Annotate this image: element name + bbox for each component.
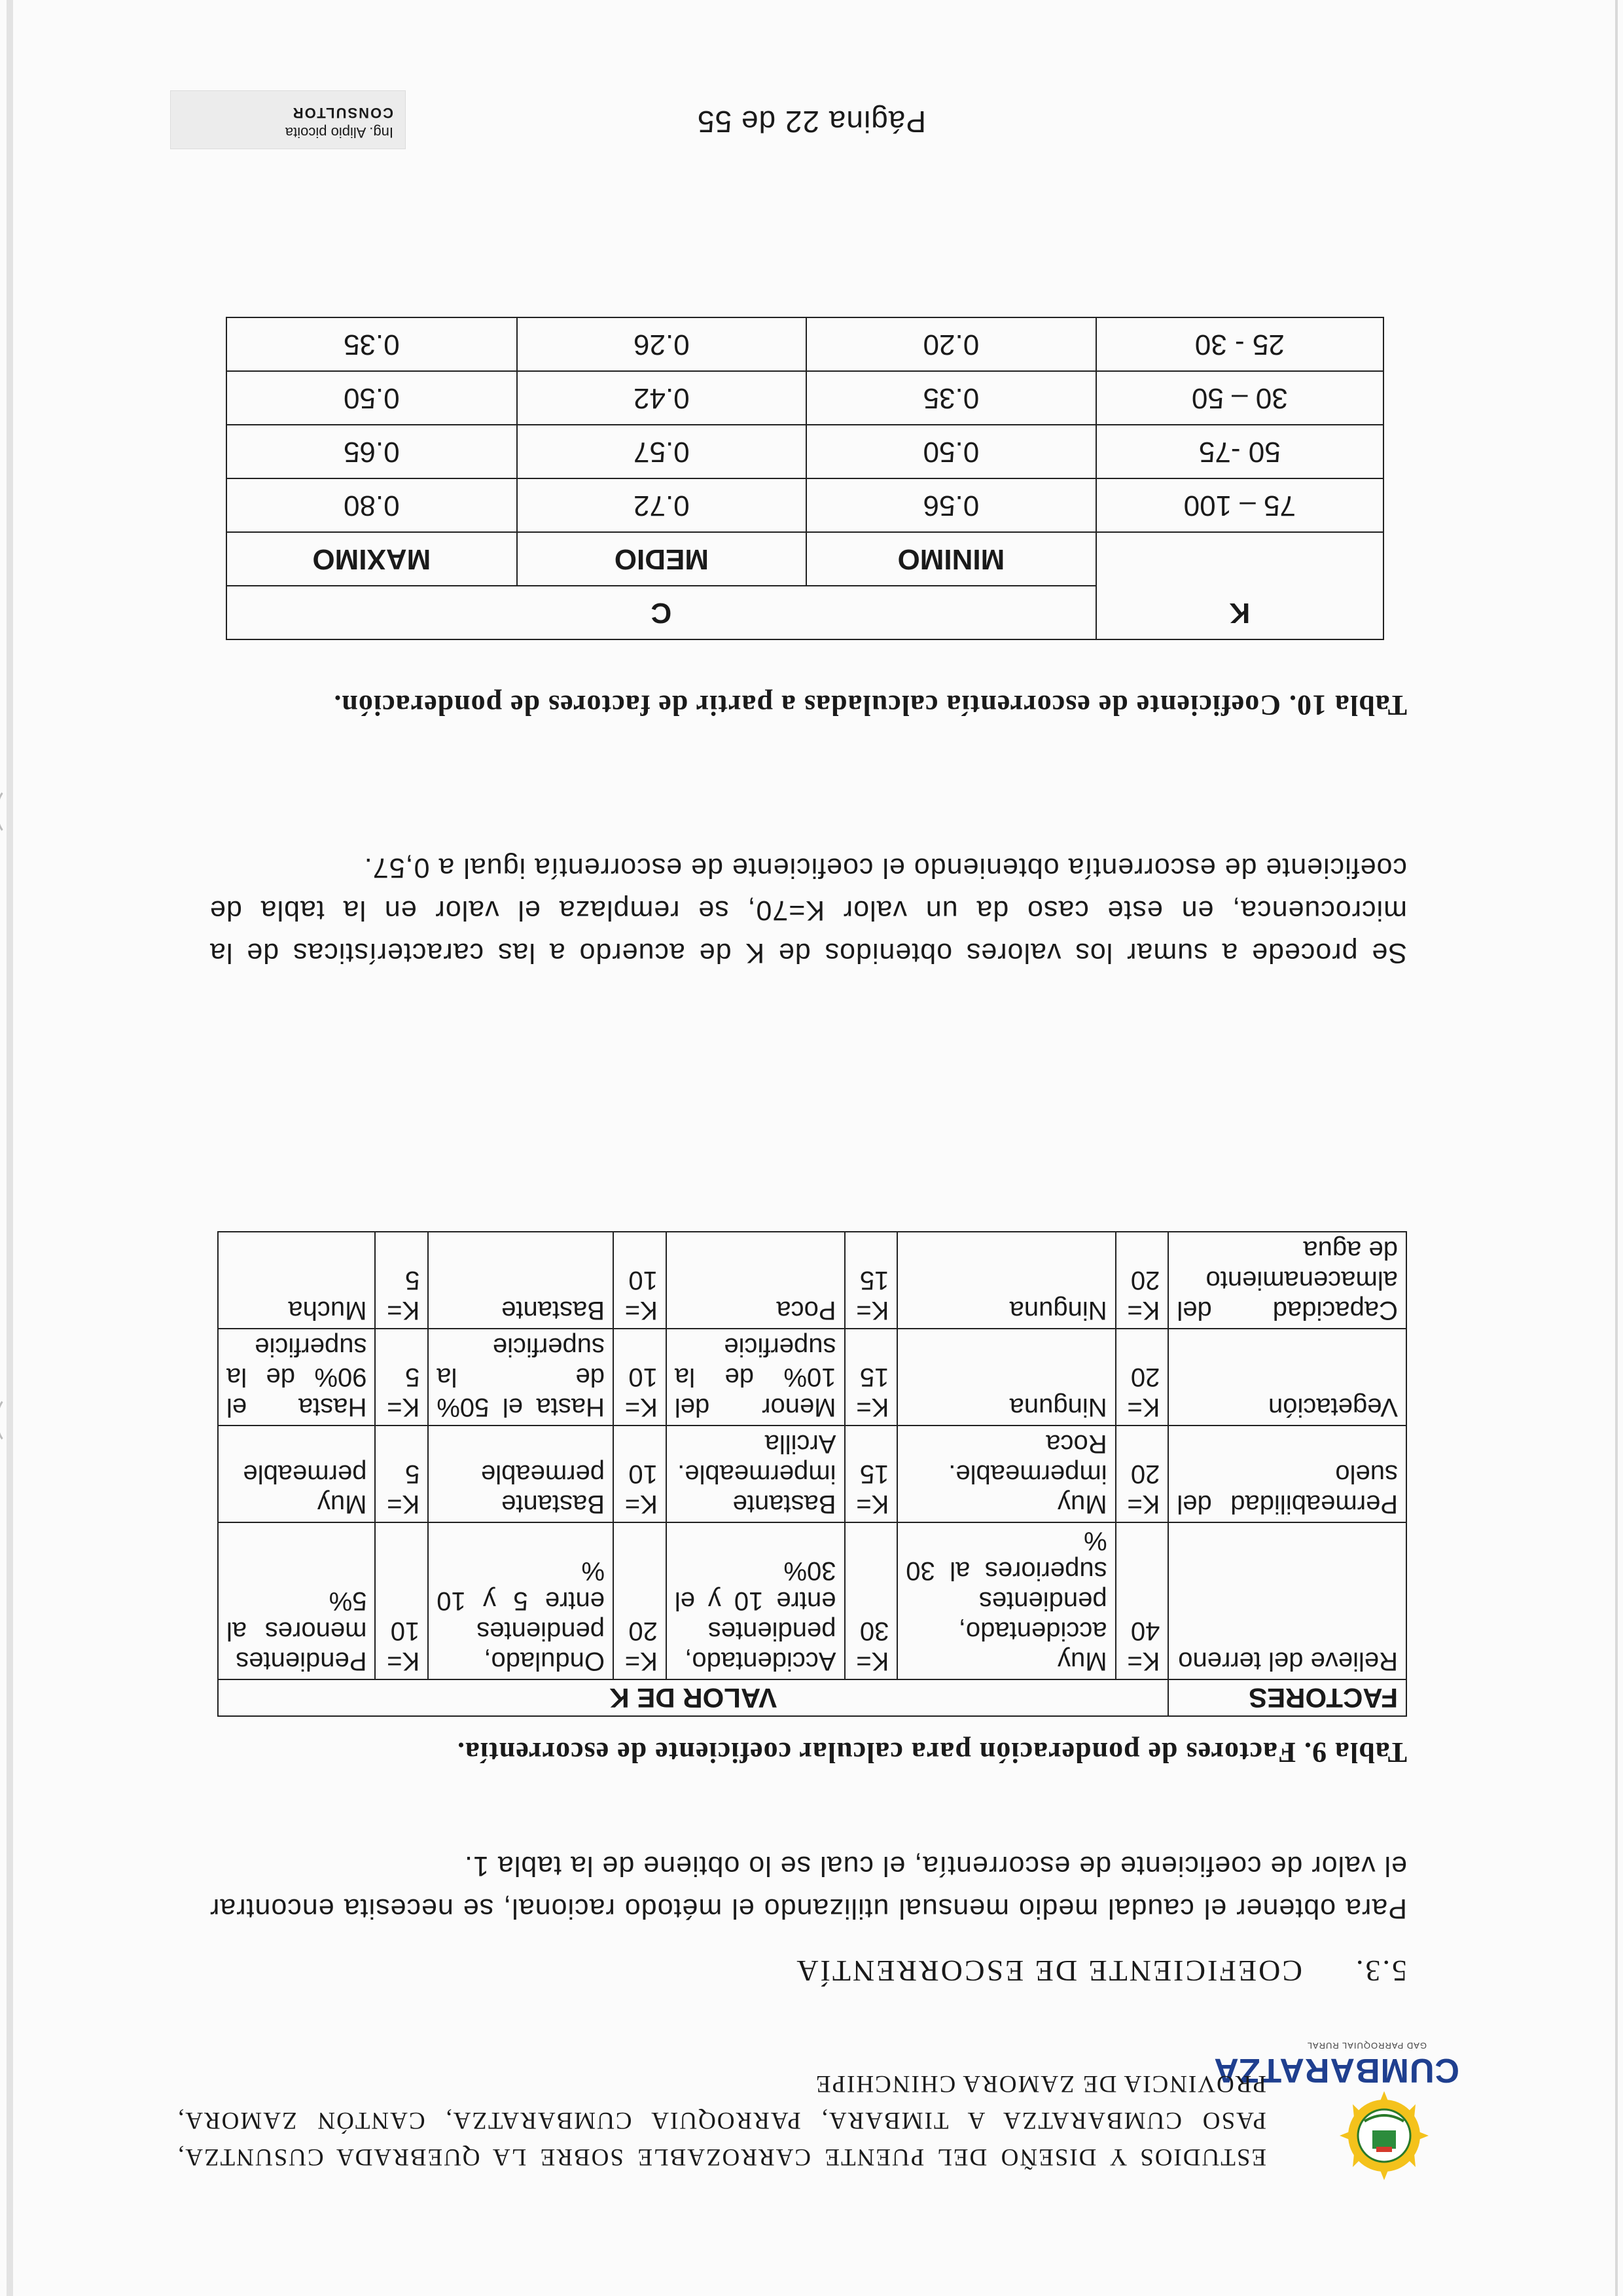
c-med-cell: 0.26: [517, 317, 807, 371]
section-heading: [360, 1954, 1407, 1988]
k-cell: K= 5: [375, 1329, 428, 1426]
punch-hole-mark: [0, 787, 26, 836]
k-cell: K= 10: [613, 1329, 666, 1426]
desc-cell: Hasta el 50% de la superficie: [428, 1329, 613, 1426]
header-k: K: [1096, 532, 1383, 639]
desc-cell: Ondulado, pendientes entre 5 y 10 %: [428, 1522, 613, 1679]
table-row: [218, 1232, 1406, 1329]
k-cell: K= 15: [845, 1232, 898, 1329]
punch-hole-mark: [0, 1395, 26, 1445]
desc-cell: Muy accidentado, pendientes superiores al 30 %: [897, 1522, 1115, 1679]
k-cell: K= 20: [613, 1522, 666, 1679]
desc-cell: Bastante permeable: [428, 1426, 613, 1522]
c-med-cell: 0.57: [517, 425, 807, 478]
c-max-cell: 0.50: [226, 371, 517, 425]
table10-caption: Tabla 10. Coeficiente de escorrentía calculadas a partir de factores de ponderación.: [333, 689, 1407, 721]
desc-cell: Pendientes menores al 5%: [218, 1522, 375, 1679]
k-cell: K= 20: [1116, 1232, 1169, 1329]
brand-name: CUMBARATZA: [1213, 2051, 1459, 2089]
paragraph-intro: Para obtener el caudal medio mensual utilizando el método racional, se necesita encontrar el valor de coeficiente de escorrentía, el cual se lo obtiene de la tabla 1.: [209, 1850, 1407, 1924]
c-max-cell: 0.80: [226, 478, 517, 532]
header-factors: FACTORES: [1168, 1679, 1406, 1716]
k-cell: K= 15: [845, 1426, 898, 1522]
k-cell: K= 40: [1116, 1522, 1169, 1679]
k-cell: K= 20: [1116, 1426, 1169, 1522]
desc-cell: Bastante impermeable. Arcilla: [666, 1426, 845, 1522]
table-row: [226, 317, 1383, 371]
k-range-cell: 75 – 100: [1096, 478, 1383, 532]
brand-subtitle: GAD PARROQUIAL RURAL: [1306, 2041, 1427, 2051]
table9-caption: Tabla 9. Factores de ponderación para calcular coeficiente de escorrentía.: [456, 1736, 1407, 1768]
table-row: [218, 1522, 1406, 1679]
table-row: [226, 425, 1383, 478]
desc-cell: Ninguna: [897, 1232, 1115, 1329]
table10-header-row: [226, 586, 1383, 639]
stamp-name: Ing. Alipio picoita: [285, 124, 393, 141]
factor-cell: Permeabilidad del suelo: [1168, 1426, 1406, 1522]
scan-edge-right: [7, 0, 13, 2296]
section-title: COEFICIENTE DE ESCORRENTÍA: [794, 1954, 1302, 1988]
header-k-value: VALOR DE K: [218, 1679, 1168, 1716]
header-c: C: [226, 586, 1096, 639]
table-runoff-coefficients: [226, 317, 1384, 640]
k-cell: K= 30: [845, 1522, 898, 1679]
desc-cell: Ninguna: [897, 1329, 1115, 1426]
c-max-cell: 0.65: [226, 425, 517, 478]
k-cell: K= 10: [613, 1232, 666, 1329]
table-row: [226, 371, 1383, 425]
desc-cell: Bastante: [428, 1232, 613, 1329]
factor-cell: Relieve del terreno: [1168, 1522, 1406, 1679]
c-med-cell: 0.42: [517, 371, 807, 425]
desc-cell: Hasta el 90% de la superficie: [218, 1329, 375, 1426]
desc-cell: Mucha: [218, 1232, 375, 1329]
header-maximo: MAXIMO: [226, 532, 517, 586]
table-row: [226, 478, 1383, 532]
k-cell: K= 5: [375, 1426, 428, 1522]
c-min-cell: 0.20: [806, 317, 1096, 371]
k-cell: K= 5: [375, 1232, 428, 1329]
desc-cell: Muy permeable: [218, 1426, 375, 1522]
k-cell: K= 10: [375, 1522, 428, 1679]
paragraph-k-sum: Se procede a sumar los valores obtenidos de K de acuerdo a las características de la microcuenca, en este caso da un valor K=70, se remplaza el valor en la tabla de coeficiente de escorrentía obteniendo el coeficiente de escorrentía igual a 0,57.: [209, 852, 1407, 969]
k-cell: K= 15: [845, 1329, 898, 1426]
factor-cell: Vegetación: [1168, 1329, 1406, 1426]
section-number: 5.3.: [1354, 1954, 1407, 1988]
municipality-logo: [1319, 2083, 1450, 2181]
page-number: Página 22 de 55: [696, 105, 927, 139]
table-weighting-factors: [217, 1231, 1407, 1717]
header-minimo: MINIMO: [806, 532, 1096, 586]
desc-cell: Muy impermeable. Roca: [897, 1426, 1115, 1522]
desc-cell: Menor del 10% de la superficie: [666, 1329, 845, 1426]
k-cell: K= 20: [1116, 1329, 1169, 1426]
scan-edge-left: [1615, 0, 1618, 2296]
table9-header-row: [218, 1679, 1406, 1716]
c-min-cell: 0.35: [806, 371, 1096, 425]
stamp-role: CONSULTOR: [291, 105, 393, 121]
table-row: [218, 1426, 1406, 1522]
c-min-cell: 0.50: [806, 425, 1096, 478]
table-row: [218, 1329, 1406, 1426]
consultant-stamp: [170, 90, 406, 149]
c-min-cell: 0.56: [806, 478, 1096, 532]
c-med-cell: 0.72: [517, 478, 807, 532]
k-range-cell: 25 - 30: [1096, 317, 1383, 371]
k-range-cell: 50 -75: [1096, 425, 1383, 478]
desc-cell: Poca: [666, 1232, 845, 1329]
c-max-cell: 0.35: [226, 317, 517, 371]
desc-cell: Accidentado, pendientes entre 10 y el 30%: [666, 1522, 845, 1679]
header-medio: MEDIO: [517, 532, 807, 586]
k-range-cell: 30 – 50: [1096, 371, 1383, 425]
k-cell: K= 10: [613, 1426, 666, 1522]
header-project-title: ESTUDIOS Y DISEÑO DEL PUENTE CARROZABLE SOBRE LA QUEBRADA CUSUNTZA, PASO CUMBARATZA A TIMBARA, PARROQUIA CUMBARATZA, CANTÓN ZAMORA, PROVINCIA DE ZAMORA CHINCHIPE: [177, 2070, 1266, 2170]
factor-cell: Capacidad del almacenamiento de agua: [1168, 1232, 1406, 1329]
